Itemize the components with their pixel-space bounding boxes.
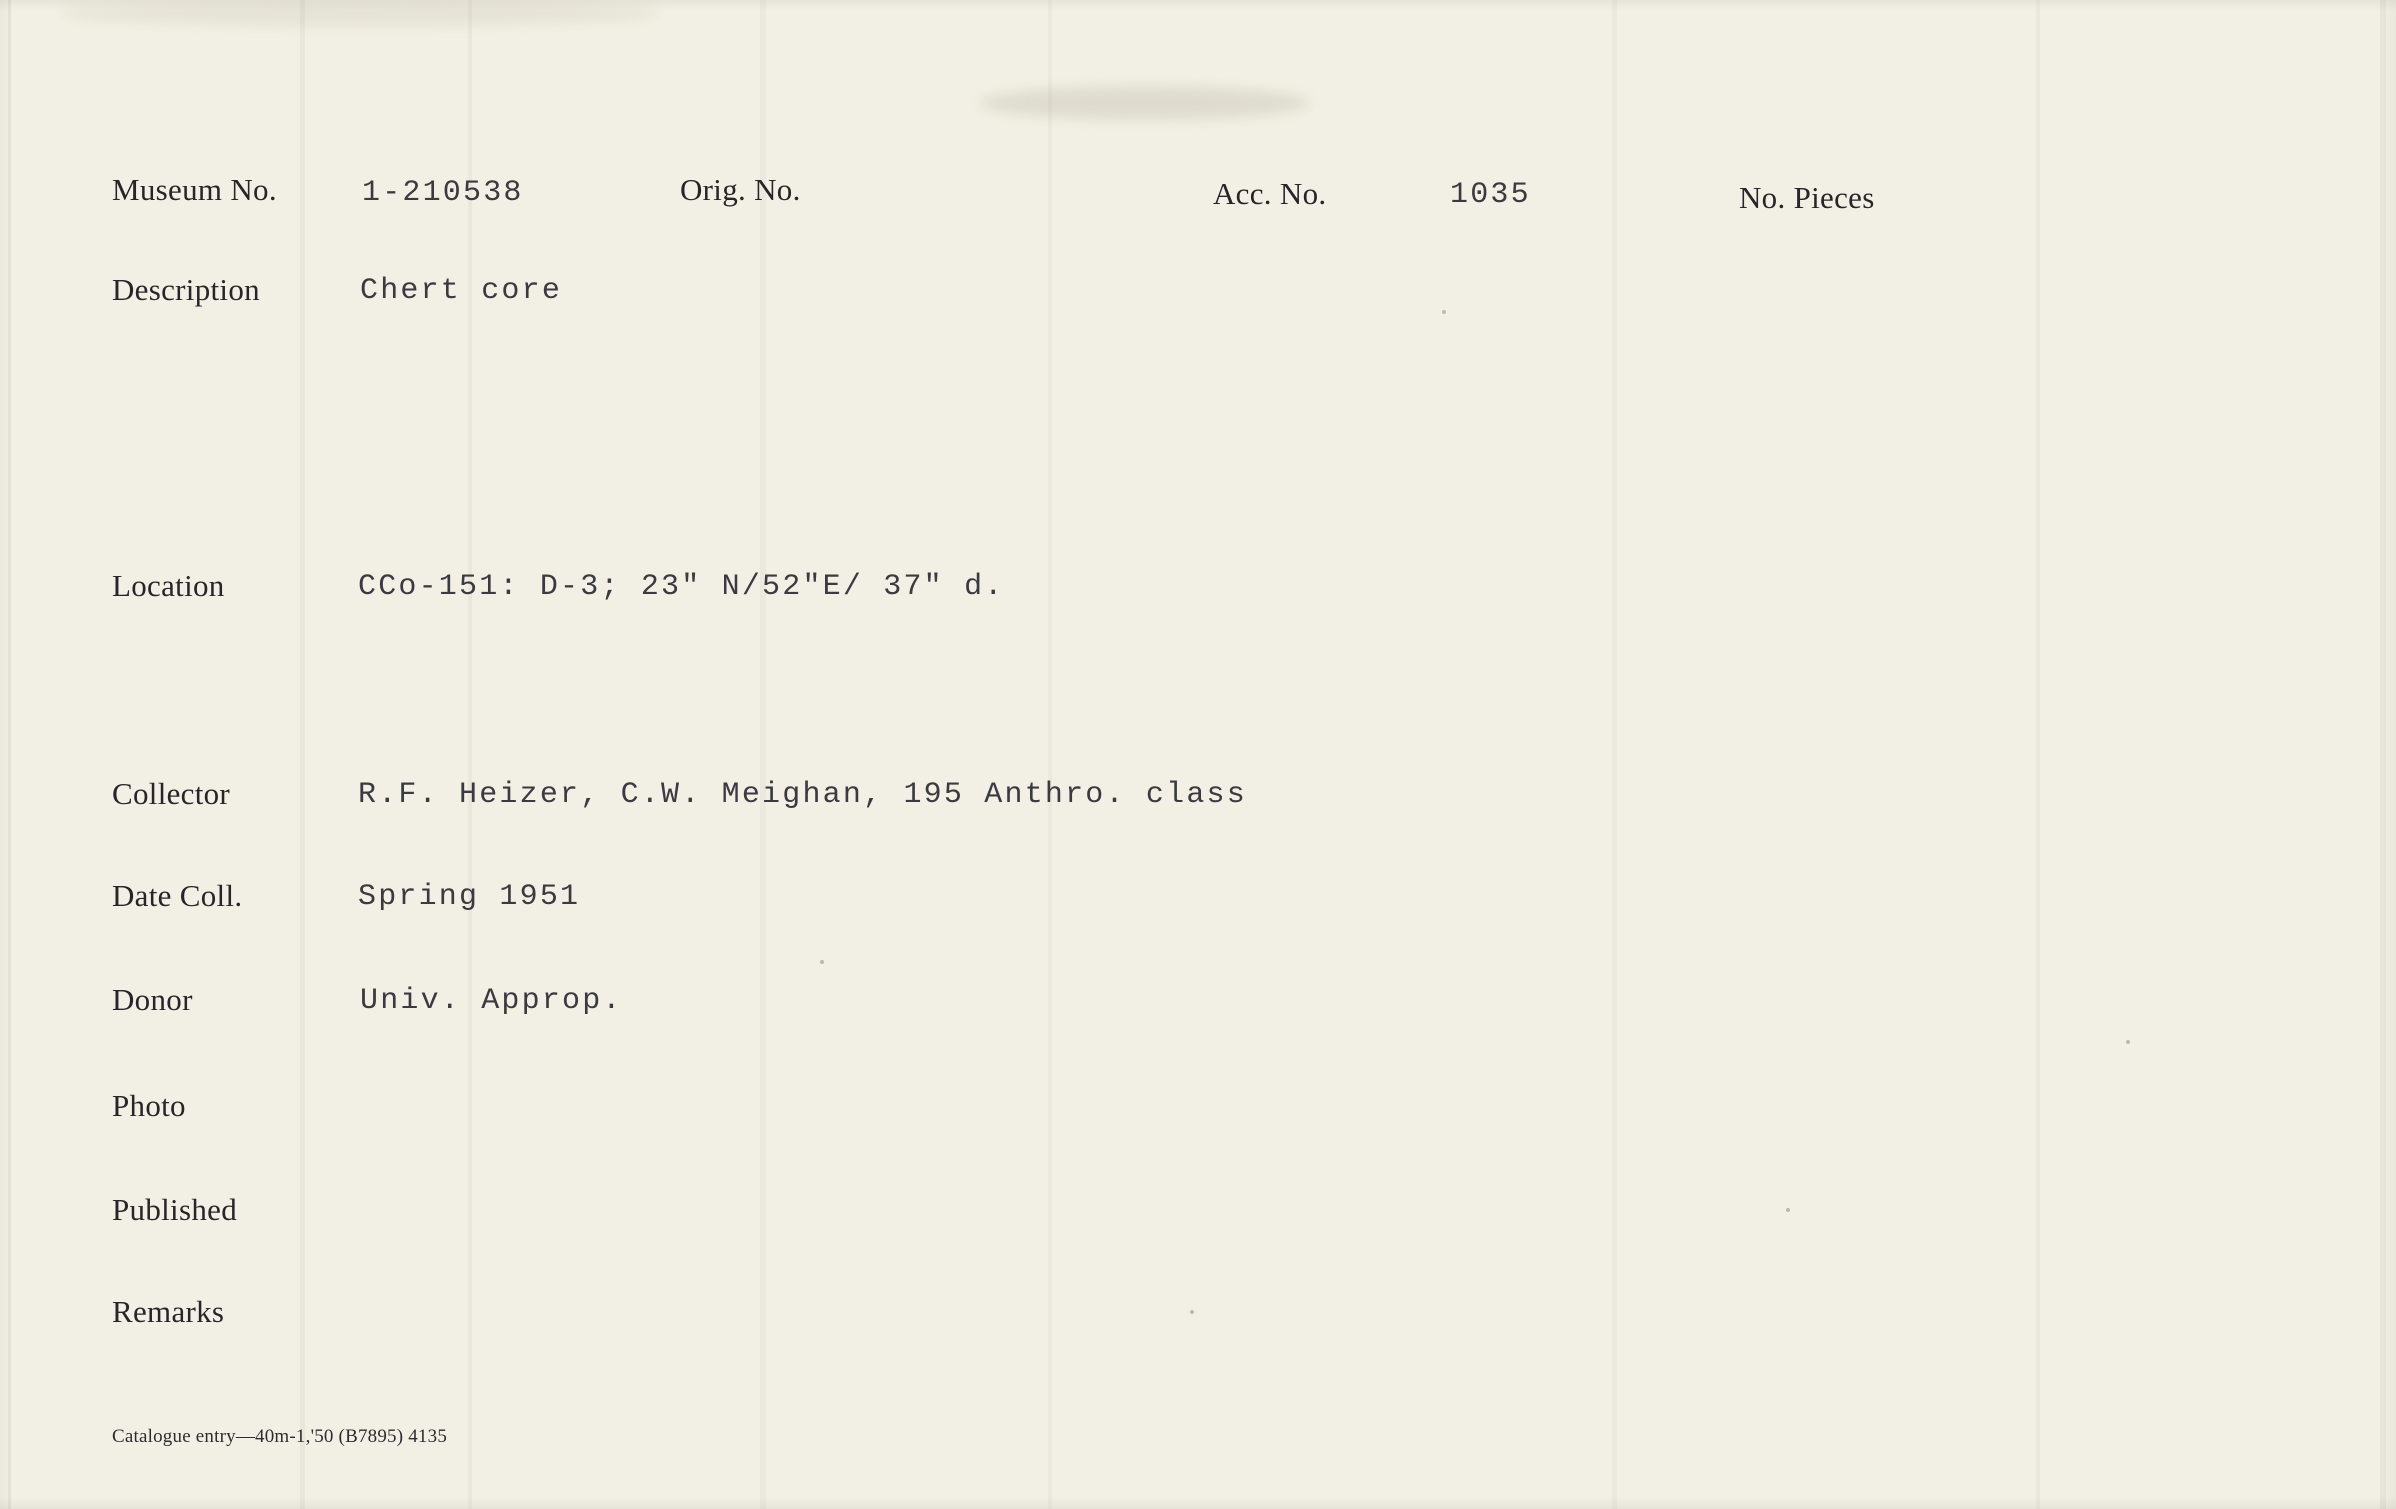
date-coll-label: Date Coll. — [112, 878, 243, 913]
paper-streak — [468, 0, 472, 1509]
location-value: CCo-151: D-3; 23" N/52"E/ 37" d. — [358, 570, 1005, 604]
collector-label: Collector — [112, 776, 231, 811]
paper-speck — [820, 960, 824, 964]
acc-no-value: 1035 — [1450, 178, 1531, 212]
donor-label: Donor — [112, 982, 193, 1017]
paper-streak — [8, 0, 11, 1509]
orig-no-label: Orig. No. — [680, 172, 801, 207]
paper-speck — [1442, 310, 1446, 314]
paper-streak — [1612, 0, 1617, 1509]
acc-no-label: Acc. No. — [1213, 176, 1327, 211]
description-label: Description — [112, 272, 260, 307]
paper-streak — [2380, 0, 2386, 1509]
paper-streak — [760, 0, 766, 1509]
paper-speck — [1786, 1208, 1790, 1212]
paper-streak — [2036, 0, 2040, 1509]
location-label: Location — [112, 568, 225, 603]
no-pieces-label: No. Pieces — [1739, 180, 1875, 215]
remarks-label: Remarks — [112, 1294, 225, 1329]
museum-no-label: Museum No. — [112, 172, 277, 207]
paper-streak — [1048, 0, 1052, 1509]
museum-no-value: 1-210538 — [362, 176, 524, 210]
collector-value: R.F. Heizer, C.W. Meighan, 195 Anthro. class — [358, 778, 1247, 812]
description-value: Chert core — [360, 274, 563, 308]
date-coll-value: Spring 1951 — [358, 880, 581, 914]
photo-label: Photo — [112, 1088, 186, 1123]
published-label: Published — [112, 1192, 237, 1227]
paper-speck — [1190, 1310, 1194, 1314]
donor-value: Univ. Approp. — [360, 984, 623, 1018]
paper-speck — [2126, 1040, 2130, 1044]
paper-smudge — [60, 0, 660, 26]
paper-streak — [300, 0, 305, 1509]
catalogue-entry-imprint: Catalogue entry—40m-1,'50 (B7895) 4135 — [112, 1426, 448, 1447]
paper-smudge — [980, 86, 1310, 120]
